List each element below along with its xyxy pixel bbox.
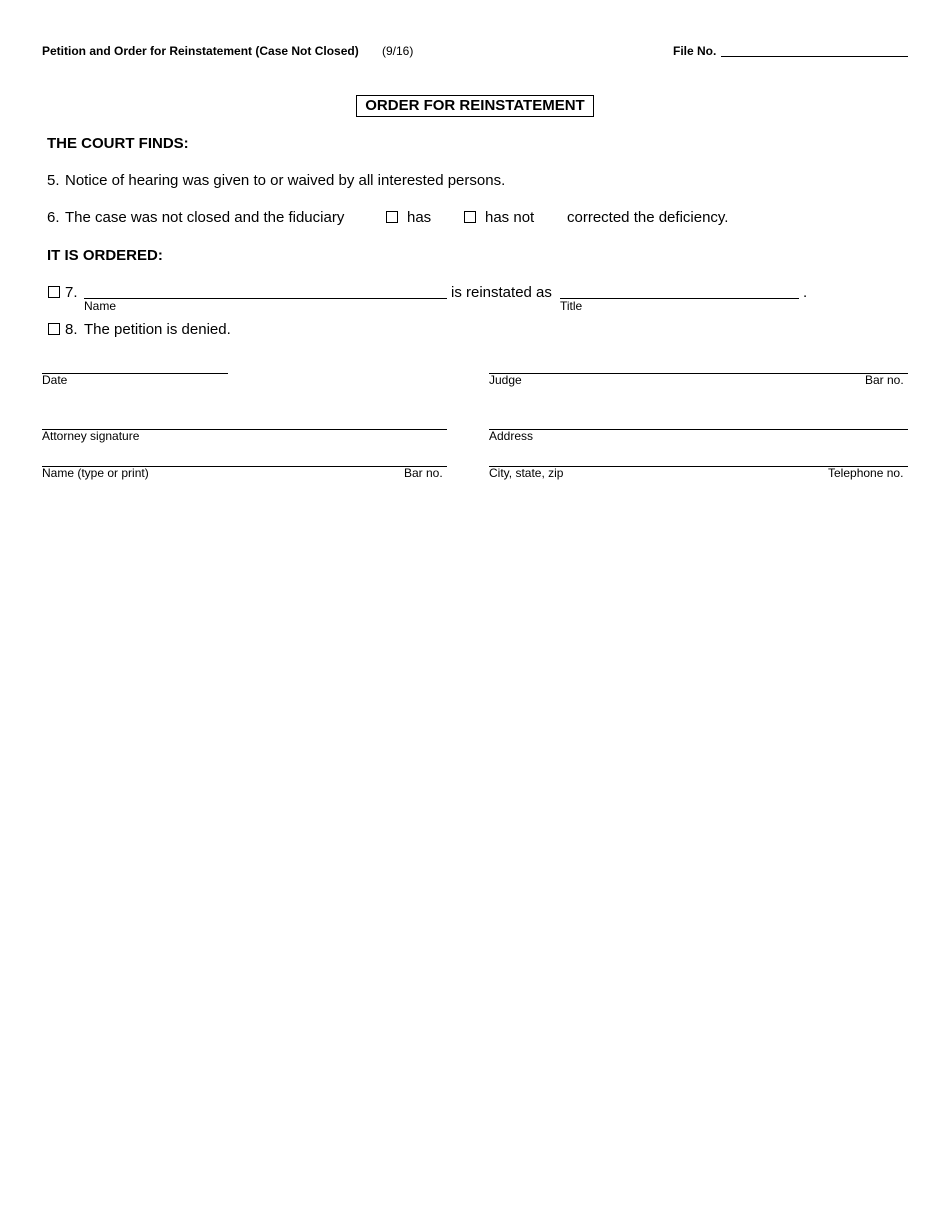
item7-name-field[interactable]: [84, 298, 447, 299]
attorney-bar-label: Bar no.: [404, 466, 443, 480]
date-field[interactable]: [42, 373, 228, 374]
file-no-label: File No.: [673, 44, 717, 58]
item7-number: 7.: [65, 284, 78, 301]
file-no-field[interactable]: [721, 56, 908, 57]
judge-field[interactable]: [489, 373, 908, 374]
address-field[interactable]: [489, 429, 908, 430]
item6-suffix: corrected the deficiency.: [567, 209, 729, 226]
item5-number: 5.: [47, 172, 60, 189]
orders-heading: IT IS ORDERED:: [47, 247, 163, 264]
item8-checkbox[interactable]: [48, 323, 60, 335]
item7-title-caption: Title: [560, 299, 583, 313]
findings-heading: THE COURT FINDS:: [47, 135, 189, 152]
item7-period: .: [803, 284, 808, 301]
city-state-zip-label: City, state, zip: [489, 466, 564, 480]
judge-label: Judge: [489, 373, 522, 387]
order-title: ORDER FOR REINSTATEMENT: [356, 95, 594, 117]
item6-has-checkbox[interactable]: [386, 211, 398, 223]
item6-text: The case was not closed and the fiduciary: [65, 209, 345, 226]
form-title: Petition and Order for Reinstatement (Case Not Closed): [42, 44, 359, 58]
attorney-signature-label: Attorney signature: [42, 429, 140, 443]
item7-checkbox[interactable]: [48, 286, 60, 298]
address-label: Address: [489, 429, 534, 443]
item8-number: 8.: [65, 321, 78, 338]
item6-has-label: has: [407, 209, 432, 226]
form-revision: (9/16): [382, 44, 414, 58]
judge-bar-label: Bar no.: [865, 373, 904, 387]
item6-has-not-checkbox[interactable]: [464, 211, 476, 223]
item7-title-field[interactable]: [560, 298, 799, 299]
item6-number: 6.: [47, 209, 60, 226]
date-label: Date: [42, 373, 68, 387]
item8-text: The petition is denied.: [84, 321, 231, 338]
telephone-label: Telephone no.: [828, 466, 904, 480]
item5-text: Notice of hearing was given to or waived by all interested persons.: [65, 172, 506, 189]
item7-name-caption: Name: [84, 299, 117, 313]
attorney-name-label: Name (type or print): [42, 466, 149, 480]
item6-has-not-label: has not: [485, 209, 535, 226]
item7-middle-text: is reinstated as: [451, 284, 552, 301]
